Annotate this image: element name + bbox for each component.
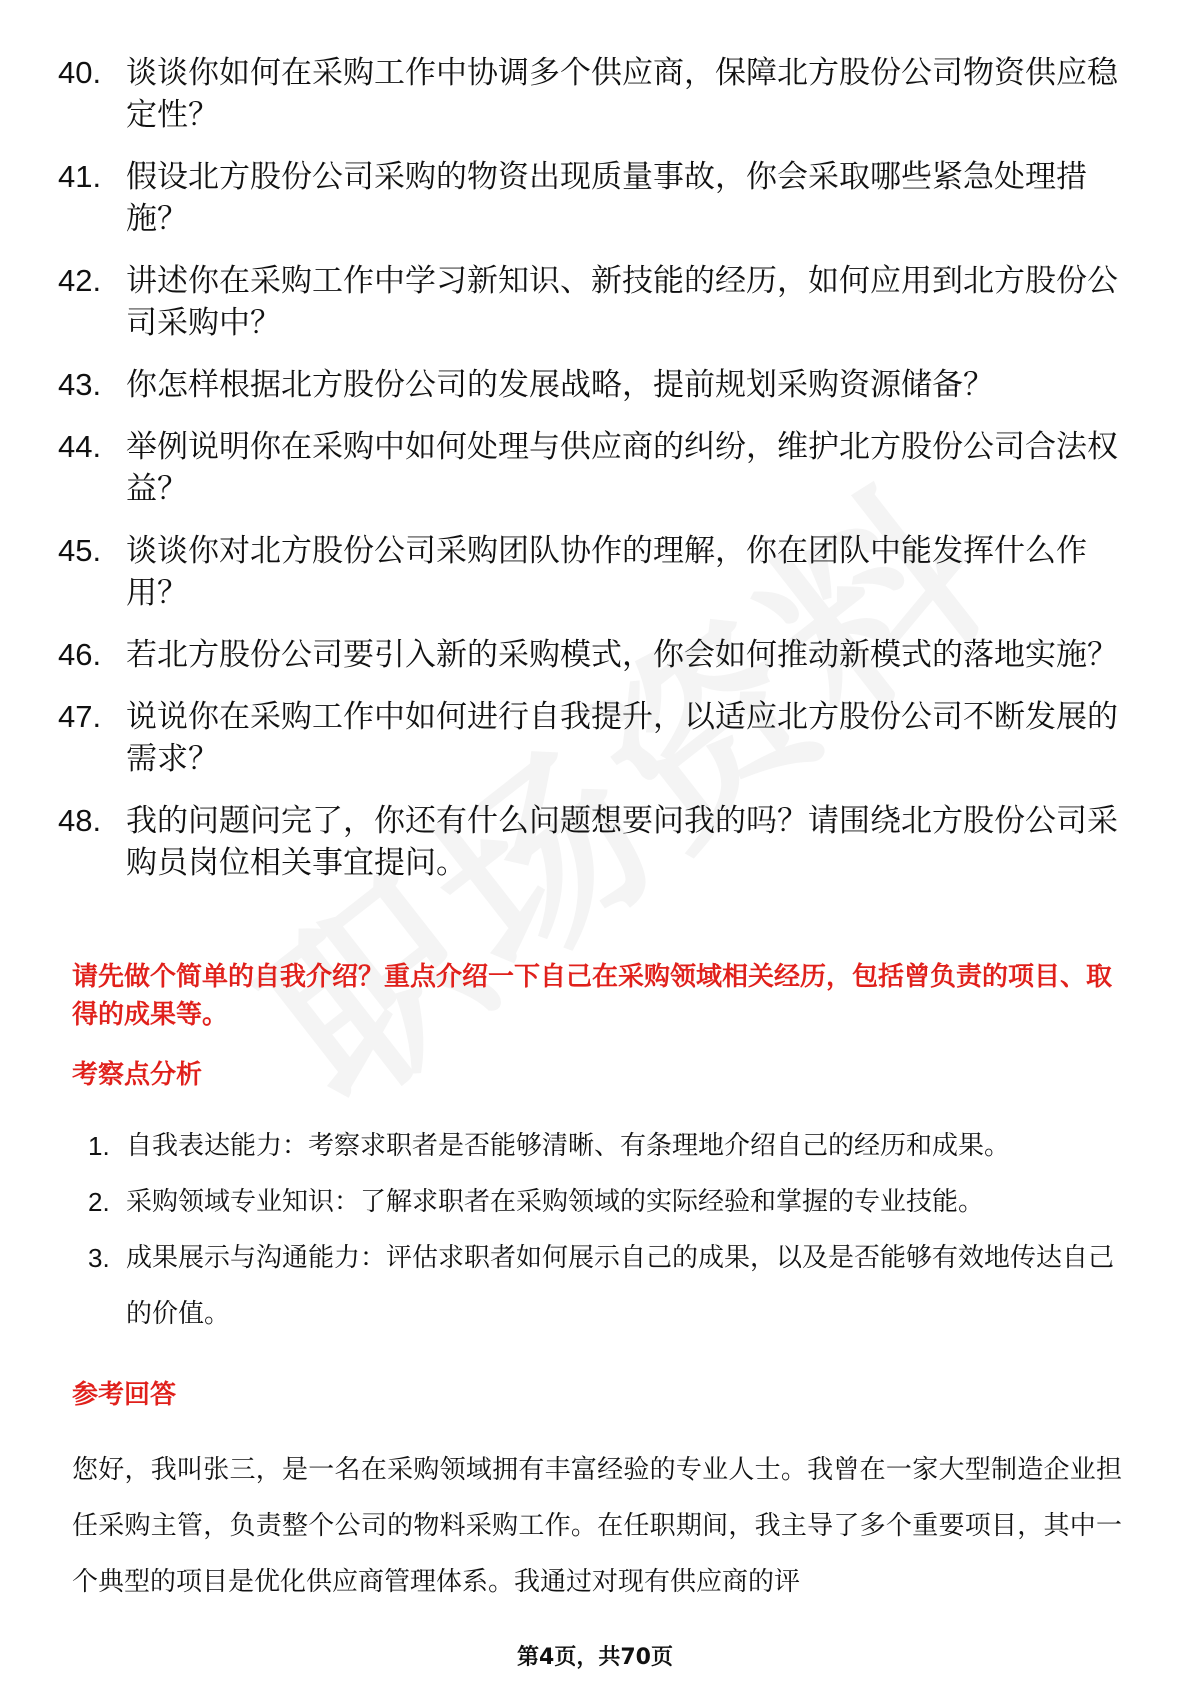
analysis-number: 3.	[88, 1243, 110, 1273]
page-footer: 第4页，共70页	[517, 1645, 673, 1670]
question-text: 你怎样根据北方股份公司的发展战略，提前规划采购资源储备？	[126, 367, 994, 403]
question-number: 42.	[58, 263, 102, 298]
question-number: 46.	[58, 637, 102, 672]
question-number: 43.	[58, 367, 102, 402]
question-text: 假设北方股份公司采购的物资出现质量事故，你会采取哪些紧急处理措施？	[126, 159, 1087, 237]
analysis-list	[88, 1118, 1118, 1342]
question-item	[58, 260, 1118, 344]
question-text: 讲述你在采购工作中学习新知识、新技能的经历，如何应用到北方股份公司采购中？	[126, 263, 1118, 341]
analysis-text: 采购领域专业知识：了解求职者在采购领域的实际经验和掌握的专业技能。	[126, 1187, 985, 1217]
analysis-number: 2.	[88, 1187, 110, 1217]
question-text: 谈谈你对北方股份公司采购团队协作的理解，你在团队中能发挥什么作用？	[126, 533, 1087, 611]
answer-title: 参考回答	[72, 1380, 177, 1410]
question-number: 47.	[58, 699, 102, 734]
question-text: 谈谈你如何在采购工作中协调多个供应商，保障北方股份公司物资供应稳定性？	[126, 55, 1118, 133]
question-item	[58, 634, 1118, 676]
question-number: 41.	[58, 159, 102, 194]
question-item	[58, 52, 1118, 136]
question-item	[58, 696, 1118, 780]
question-number: 45.	[58, 533, 102, 568]
highlight-question: 请先做个简单的自我介绍？重点介绍一下自己在采购领域相关经历，包括曾负责的项目、取得的成果等。	[72, 962, 1113, 1030]
analysis-title: 考察点分析	[72, 1060, 203, 1090]
answer-paragraph: 您好，我叫张三，是一名在采购领域拥有丰富经验的专业人士。我曾在一家大型制造企业担任采购主管，负责整个公司的物料采购工作。在任职期间，我主导了多个重要项目，其中一个典型的项目是优化供应商管理体系。我通过对现有供应商的评	[72, 1455, 1122, 1597]
question-item	[58, 426, 1118, 510]
question-list	[58, 52, 1118, 904]
analysis-item	[88, 1230, 1118, 1342]
analysis-text: 成果展示与沟通能力：评估求职者如何展示自己的成果，以及是否能够有效地传达自己的价值。	[126, 1243, 1115, 1329]
analysis-item	[88, 1118, 1118, 1174]
question-text: 举例说明你在采购中如何处理与供应商的纠纷，维护北方股份公司合法权益？	[126, 429, 1118, 507]
analysis-item	[88, 1174, 1118, 1230]
question-number: 44.	[58, 429, 102, 464]
question-item	[58, 156, 1118, 240]
question-item	[58, 530, 1118, 614]
question-number: 48.	[58, 803, 102, 838]
question-text: 若北方股份公司要引入新的采购模式，你会如何推动新模式的落地实施？	[126, 637, 1118, 673]
question-text: 我的问题问完了，你还有什么问题想要问我的吗？请围绕北方股份公司采购员岗位相关事宜提问。	[126, 803, 1118, 881]
question-text: 说说你在采购工作中如何进行自我提升，以适应北方股份公司不断发展的需求？	[126, 699, 1118, 777]
analysis-text: 自我表达能力：考察求职者是否能够清晰、有条理地介绍自己的经历和成果。	[126, 1131, 1011, 1161]
analysis-number: 1.	[88, 1131, 110, 1161]
question-number: 40.	[58, 55, 102, 90]
question-item	[58, 800, 1118, 884]
question-item	[58, 364, 1118, 406]
